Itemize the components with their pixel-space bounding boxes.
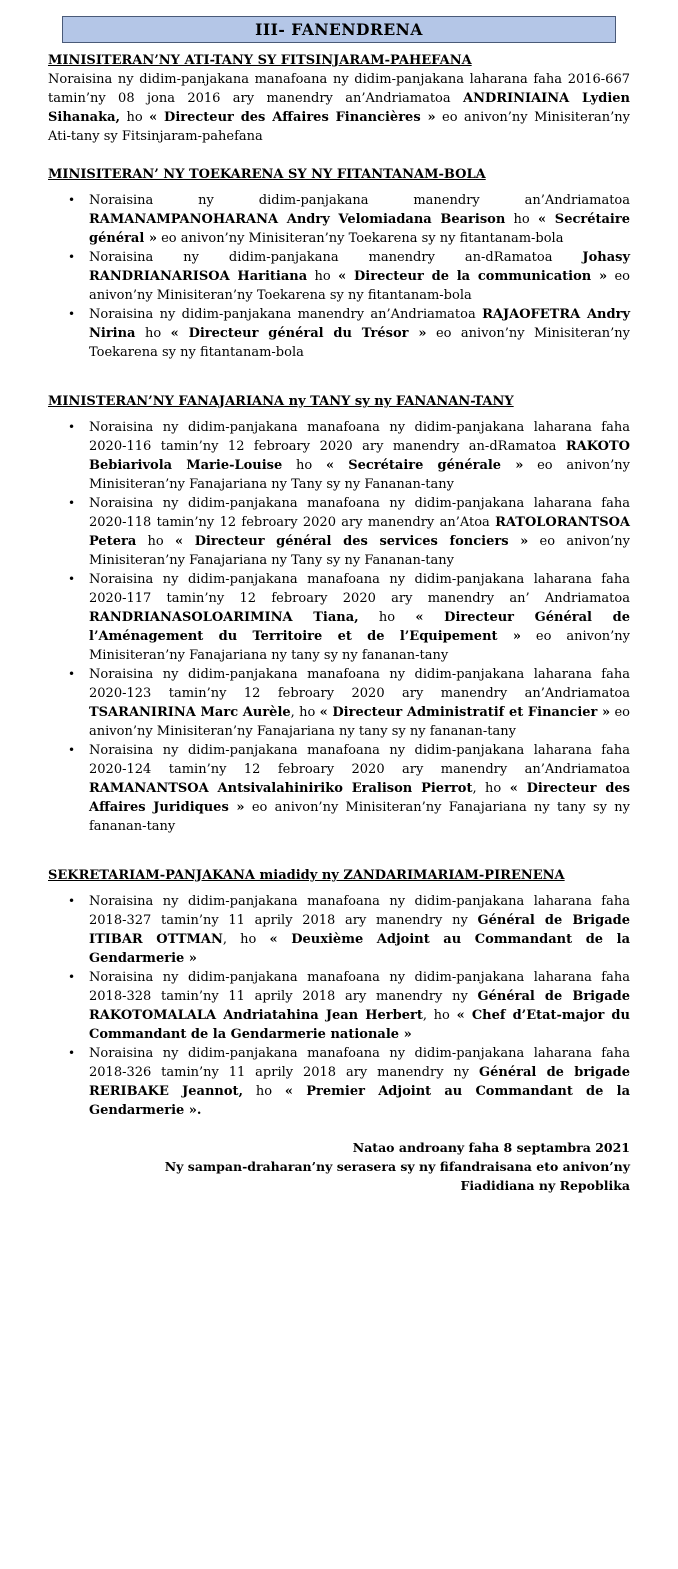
text-run: Noraisina ny didim-panjakana manafoana ny didim-panjakana laharana faha 2018-327 tamin’ny 11 aprily 2018 ary manendry ny	[89, 894, 630, 928]
appointment-list	[48, 418, 630, 836]
appointee-name: RAKOTO Bebiarivola Marie-Louise	[89, 439, 630, 473]
signature-office: Ny sampan-draharan’ny serasera sy ny fifandraisana eto anivon’ny	[164, 1159, 630, 1174]
appointee-name: Général de Brigade ITIBAR OTTMAN	[89, 913, 630, 947]
appointee-name: TSARANIRINA Marc Aurèle	[89, 705, 291, 720]
text-run: Noraisina ny didim-panjakana manafoana ny didim-panjakana laharana faha 2016-667 tamin’ny 08 jona 2016 ary manendry an’Andriamatoa	[48, 72, 630, 106]
text-run: eo anivon’ny Minisiteran’ny Fanajariana ny Tany sy ny Fananan-tany	[89, 534, 630, 568]
text-run: ho	[120, 110, 150, 125]
list-item	[48, 418, 630, 494]
bullet-icon: •	[68, 420, 76, 434]
text-run: Noraisina ny didim-panjakana manendry an’Andriamatoa	[89, 307, 483, 322]
section-heading: MINISITERAN’NY ATI-TANY SY FITSINJARAM-PAHEFANA	[48, 53, 472, 68]
position-title: « Premier Adjoint au Commandant de la Gendarmerie ».	[89, 1084, 631, 1118]
bullet-icon: •	[68, 894, 76, 908]
text-run: ho	[243, 1084, 285, 1099]
position-title: « Directeur Général de l’Aménagement du Territoire et de l’Equipement »	[89, 610, 630, 644]
text-run: ho	[307, 269, 339, 284]
appointee-name: RATOLORANTSOA Petera	[89, 515, 630, 549]
bullet-icon: •	[68, 743, 76, 757]
text-run: , ho	[422, 1008, 457, 1023]
section-heading: MINISTERAN’NY FANAJARIANA ny TANY sy ny FANANAN-TANY	[48, 394, 514, 409]
text-run: eo anivon’ny Minisiteran’ny Ati-tany sy Fitsinjaram-pahefana	[48, 110, 631, 144]
list-item	[48, 892, 630, 968]
bullet-icon: •	[68, 250, 76, 264]
signature-block	[48, 1138, 630, 1195]
bullet-icon: •	[68, 307, 76, 321]
text-run: eo anivon’ny Minisiteran’ny Toekarena sy ny fitantanam-bola	[89, 269, 630, 303]
text-run: Noraisina ny didim-panjakana manafoana ny didim-panjakana laharana faha 2018-326 tamin’ny 11 aprily 2018 ary manendry ny	[89, 1046, 630, 1080]
bullet-icon: •	[68, 970, 76, 984]
appointee-name: Général de brigade RERIBAKE Jeannot,	[89, 1065, 630, 1099]
signature-date: Natao androany faha 8 septambra 2021	[352, 1140, 630, 1155]
section-heading: SEKRETARIAM-PANJAKANA miadidy ny ZANDARIMARIAM-PIRENENA	[48, 868, 565, 883]
appointee-name: ANDRINIAINA Lydien Sihanaka,	[48, 91, 630, 125]
appointee-name: RANDRIANASOLOARIMINA Tiana,	[89, 610, 359, 625]
bullet-icon: •	[68, 1046, 76, 1060]
list-item	[48, 665, 630, 741]
section-zandarimaria	[48, 866, 630, 1120]
text-run: Noraisina ny didim-panjakana manendry an’Andriamatoa	[89, 193, 630, 208]
position-title: « Deuxième Adjoint au Commandant de la Gendarmerie »	[89, 932, 630, 966]
text-run: , ho	[472, 781, 510, 796]
section-paragraph	[48, 70, 630, 146]
text-run: ho	[505, 212, 539, 227]
list-item	[48, 305, 630, 362]
position-title: « Directeur Administratif et Financier »	[319, 705, 611, 720]
position-title: « Chef d’Etat-major du Commandant de la Gendarmerie nationale »	[89, 1008, 630, 1042]
text-run: eo anivon’ny Minisiteran’ny Fanajariana ny tany sy ny fananan-tany	[89, 629, 630, 663]
text-run: eo anivon’ny Minisiteran’ny Fanajariana ny tany sy ny fananan-tany	[89, 800, 630, 834]
text-run: Noraisina ny didim-panjakana manafoana ny didim-panjakana laharana faha 2018-328 tamin’ny 11 aprily 2018 ary manendry ny	[89, 970, 630, 1004]
text-run: , ho	[290, 705, 320, 720]
bullet-icon: •	[68, 667, 76, 681]
position-title: « Directeur général du Trésor »	[170, 326, 427, 341]
appointee-name: RAMANAMPANOHARANA Andry Velomiadana Bearison	[89, 212, 506, 227]
list-item	[48, 1044, 630, 1120]
document-title: III- FANENDRENA	[62, 16, 616, 43]
list-item	[48, 494, 630, 570]
text-run: Noraisina ny didim-panjakana manafoana ny didim-panjakana laharana faha 2020-124 tamin’ny 12 febroary 2020 ary manendry an’Andriamatoa	[89, 743, 630, 777]
text-run: ho	[282, 458, 326, 473]
text-run: ho	[358, 610, 416, 625]
list-item	[48, 248, 630, 305]
text-run: Noraisina ny didim-panjakana manafoana ny didim-panjakana laharana faha 2020-117 tamin’ny 12 febroary 2020 ary manendry an’ Andriamatoa	[89, 572, 630, 606]
position-title: « Directeur des Affaires Juridiques »	[89, 781, 630, 815]
text-run: Noraisina ny didim-panjakana manendry an-dRamatoa	[89, 250, 583, 265]
position-title: « Directeur des Affaires Financières »	[149, 110, 436, 125]
text-run: eo anivon’ny Minisiteran’ny Fanajariana ny Tany sy ny Fananan-tany	[89, 458, 631, 492]
list-item	[48, 191, 630, 248]
position-title: « Secrétaire général »	[89, 212, 630, 246]
position-title: « Secrétaire générale »	[325, 458, 524, 473]
section-toekarena	[48, 165, 630, 362]
signature-office: Fiadidiana ny Repoblika	[460, 1178, 630, 1193]
appointment-list	[48, 892, 630, 1120]
appointee-name: RAMANANTSOA Antsivalahiniriko Eralison Pierrot	[89, 781, 473, 796]
appointment-list	[48, 191, 630, 362]
text-run: eo anivon’ny Minisiteran’ny Toekarena sy ny fitantanam-bola	[89, 326, 630, 360]
text-run: Noraisina ny didim-panjakana manafoana ny didim-panjakana laharana faha 2020-116 tamin’ny 12 febroary 2020 ary manendry an-dRamatoa	[89, 420, 630, 454]
text-run: Noraisina ny didim-panjakana manafoana ny didim-panjakana laharana faha 2020-123 tamin’ny 12 febroary 2020 ary manendry an’Andriamatoa	[89, 667, 630, 701]
bullet-icon: •	[68, 496, 76, 510]
appointee-name: Johasy RANDRIANARISOA Haritiana	[89, 250, 630, 284]
appointee-name: RAJAOFETRA Andry Nirina	[89, 307, 630, 341]
list-item	[48, 570, 630, 665]
text-run: ho	[135, 326, 171, 341]
appointee-name: Général de Brigade RAKOTOMALALA Andriatahina Jean Herbert	[89, 989, 630, 1023]
section-fanajariana	[48, 392, 630, 836]
bullet-icon: •	[68, 572, 76, 586]
section-heading: MINISITERAN’ NY TOEKARENA SY NY FITANTANAM-BOLA	[48, 167, 486, 182]
text-run: , ho	[222, 932, 270, 947]
text-run: Noraisina ny didim-panjakana manafoana ny didim-panjakana laharana faha 2020-118 tamin’ny 12 febroary 2020 ary manendry an’Atoa	[89, 496, 630, 530]
section-ati-tany	[48, 51, 630, 146]
text-run: eo anivon’ny Minisiteran’ny Fanajariana ny tany sy ny fananan-tany	[89, 705, 630, 739]
bullet-icon: •	[68, 193, 76, 207]
text-run: eo anivon’ny Minisiteran’ny Toekarena sy ny fitantanam-bola	[156, 231, 564, 246]
list-item	[48, 741, 630, 836]
list-item	[48, 968, 630, 1044]
text-run: ho	[136, 534, 175, 549]
position-title: « Directeur général des services fonciers »	[174, 534, 529, 549]
position-title: « Directeur de la communication »	[338, 269, 608, 284]
